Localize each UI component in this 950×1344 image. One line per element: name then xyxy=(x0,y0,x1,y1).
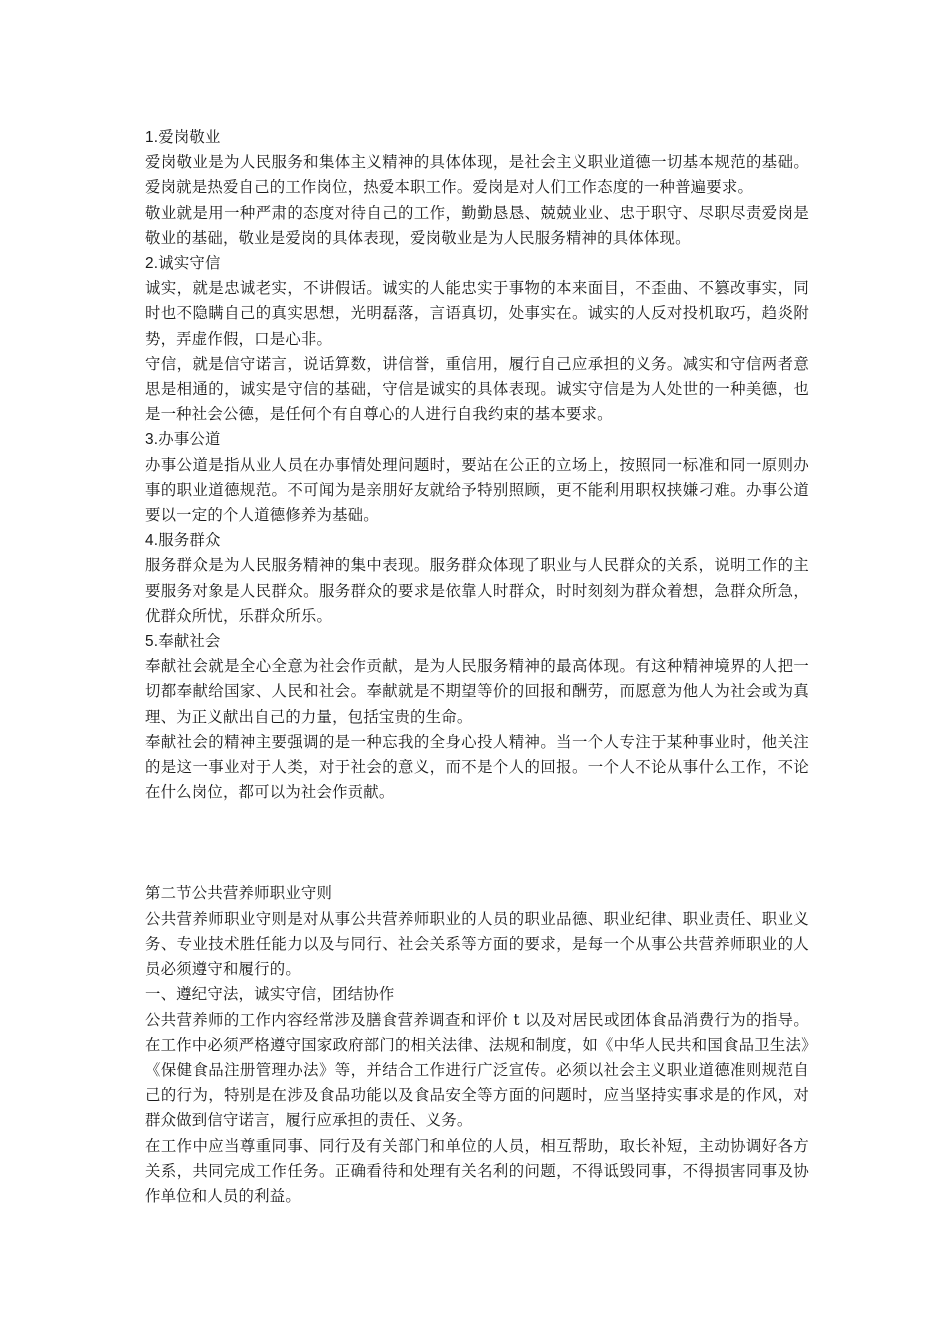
section-heading: 5.奉献社会 xyxy=(145,633,221,651)
body-paragraph: 公共营养师的工作内容经常涉及膳食营养调查和评价 t 以及对居民或团体食品消费行为的指导。在工作中必须严格遵守国家政府部门的相关法律、法规和制度，如《中华人民共和国食品卫生法》《保健食品注册管理办法》等，并结合工作进行广泛宣传。必须以社会主义职业道德准则规范自己的行为，特别是在涉及食品功能以及食品安全等方面的问题时，应当坚持实事求是的作风，对群众做到信守诺言，履行应承担的责任、义务。 xyxy=(145,1010,809,1130)
body-paragraph: 奉献社会就是全心全意为社会作贡献，是为人民服务精神的最高体现。有这种精神境界的人把一切都奉献给国家、人民和社会。奉献就是不期望等价的回报和酬劳，而愿意为他人为社会或为真理、为正义献出自己的力量，包括宝贵的生命。 xyxy=(145,657,809,726)
subsection-heading: 一、遵纪守法，诚实守信，团结协作 xyxy=(145,985,395,1004)
section-spacer xyxy=(145,805,809,881)
section-heading: 1.爱岗敬业 xyxy=(145,129,221,146)
body-paragraph: 诚实，就是忠诚老实，不讲假话。诚实的人能忠实于事物的本来面目，不歪曲、不篡改事实，同时也不隐瞒自己的真实思想，光明磊落，言语真切，处事实在。诚实的人反对投机取巧，趋炎附势，弄虚作假，口是心非。 xyxy=(145,279,809,348)
body-paragraph: 敬业就是用一种严肃的态度对待自己的工作，勤勤恳恳、兢兢业业、忠于职守、尽职尽责爱岗是敬业的基础，敬业是爱岗的具体表现，爱岗敬业是为人民服务精神的具体体现。 xyxy=(145,203,809,247)
section-heading: 2.诚实守信 xyxy=(145,255,221,273)
section-heading: 3.办事公道 xyxy=(145,431,221,449)
section-heading: 4.服务群众 xyxy=(145,532,221,550)
document-page xyxy=(145,125,809,1209)
intro-paragraph: 公共营养师职业守则是对从事公共营养师职业的人员的职业品德、职业纪律、职业责任、职业义务、专业技术胜任能力以及与同行、社会关系等方面的要求，是每一个从事公共营养师职业的人员必须遵守和履行的。 xyxy=(145,909,809,979)
body-paragraph: 在工作中应当尊重同事、同行及有关部门和单位的人员，相互帮助，取长补短，主动协调好各方关系，共同完成工作任务。正确看待和处理有关名利的问题，不得诋毁同事，不得损害同事及协作单位和人员的利益。 xyxy=(145,1136,809,1205)
body-paragraph: 奉献社会的精神主要强调的是一种忘我的全身心投人精神。当一个人专注于某种事业时，他关注的是这一事业对于人类，对于社会的意义，而不是个人的回报。一个人不论从事什么工作，不论在什么岗位，都可以为社会作贡献。 xyxy=(145,732,809,802)
body-paragraph: 服务群众是为人民服务精神的集中表现。服务群众体现了职业与人民群众的关系，说明工作的主要服务对象是人民群众。服务群众的要求是依靠人时群众，时时刻刻为群众着想，急群众所急，优群众所忧，乐群众所乐。 xyxy=(145,556,809,625)
chapter-title: 第二节公共营养师职业守则 xyxy=(145,884,333,903)
body-paragraph: 爱岗敬业是为人民服务和集体主义精神的具体体现，是社会主义职业道德一切基本规范的基础。爱岗就是热爱自己的工作岗位，热爱本职工作。爱岗是对人们工作态度的一种普遍要求。 xyxy=(145,153,809,197)
body-paragraph: 办事公道是指从业人员在办事情处理问题时，要站在公正的立场上，按照同一标准和同一原则办事的职业道德规范。不可闻为是亲朋好友就给予特别照顾，更不能利用职权挟嫌刁难。办事公道要以一定的个人道德修养为基础。 xyxy=(145,455,809,525)
body-paragraph: 守信，就是信守诺言，说话算数，讲信誉，重信用，履行自己应承担的义务。减实和守信两者意思是相通的，诚实是守信的基础，守信是诚实的具体表现。诚实守信是为人处世的一种美德，也是一种社会公德，是任何个有自尊心的人进行自我约束的基本要求。 xyxy=(145,354,809,424)
